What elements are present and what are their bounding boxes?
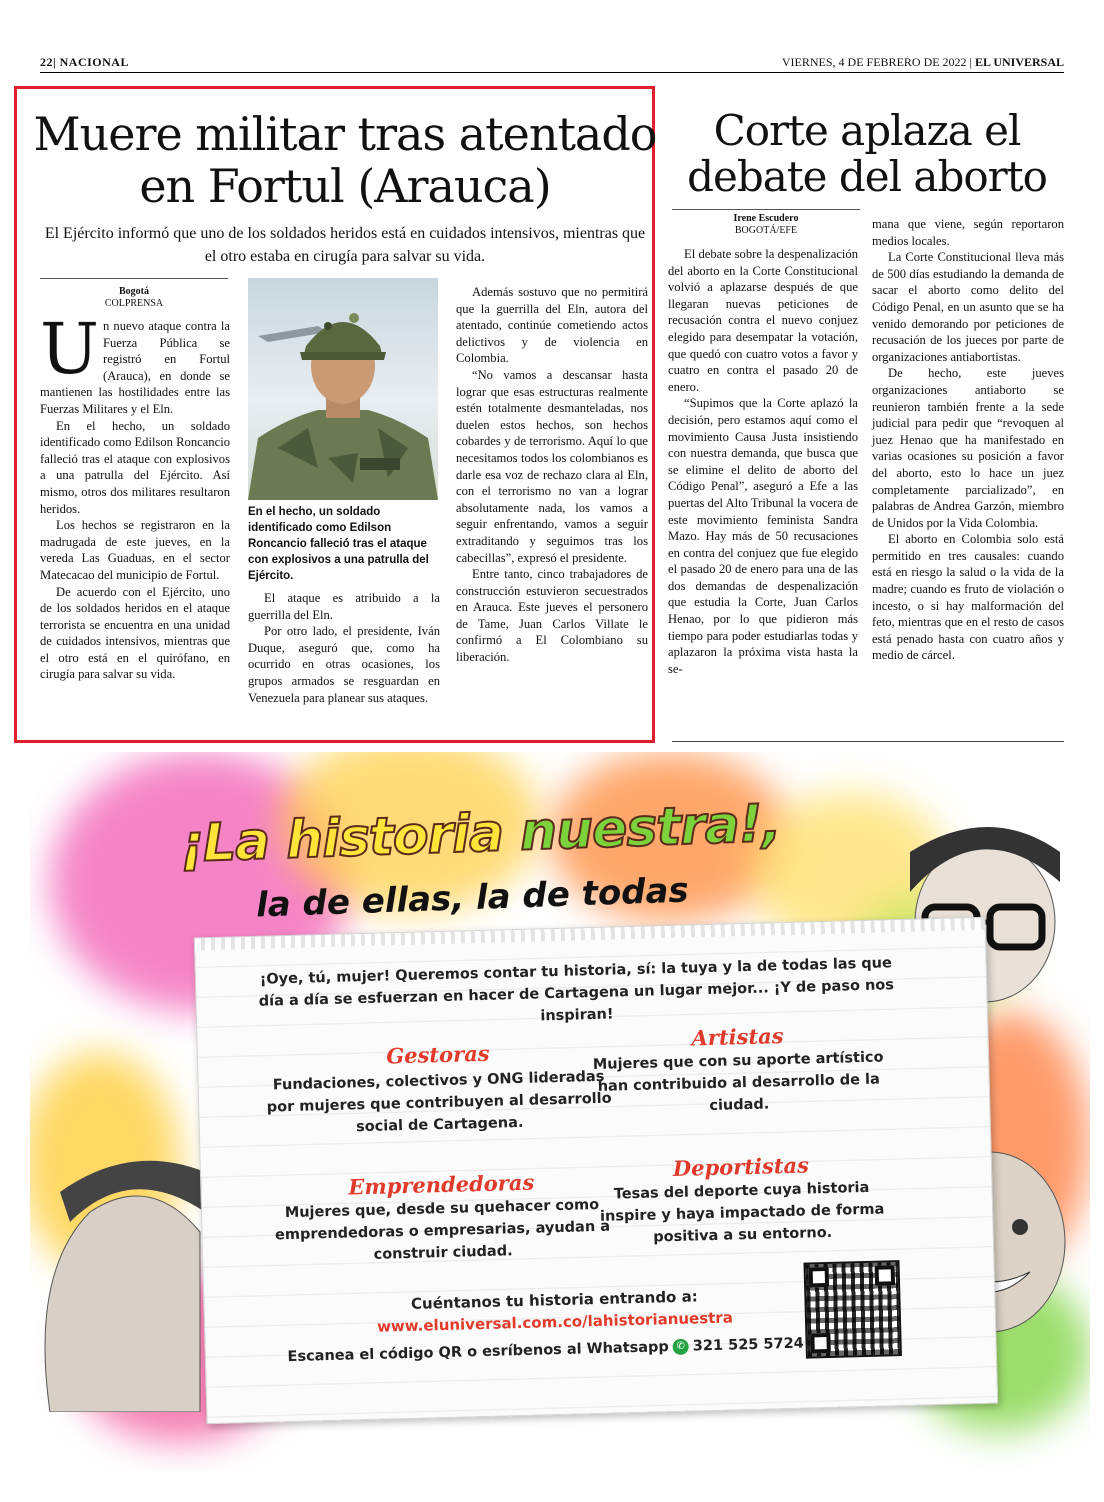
category-deportistas-title: Deportistas — [672, 1152, 810, 1181]
article1-paragraph: En el hecho, un soldado identificado como Edilson Roncancio falleció tras el ataque con explosivos a una patrulla del Ejército. Así mismo, otros dos militares resultaron heridos. — [40, 418, 230, 516]
article1-paragraph: Los hechos se registraron en la madrugada de este jueves, en la vereda Las Guaduas, en el sector Matecacao del municipio de Fortul. — [40, 518, 230, 582]
photo-caption: En el hecho, un soldado identificado como Edilson Roncancio falleció tras el ataque con explosivos a una patrulla del Ejército. — [248, 506, 429, 582]
byline-author: Irene Escudero — [733, 213, 799, 224]
article2-paragraph: “Supimos que la Corte aplazó la decisión, pero estamos aquí como el movimiento Causa Justa insistiendo con nuestra demanda, que busca que se elimine el delito de aborto del Código Penal”, aseguró a Efe a las puertas del Alto Tribunal la vocera de este movimiento feminista Sandra Mazo. Hay más de 50 recusaciones en contra del conjuez que fue elegido el pasado 20 de enero para una de las dos demandas de despenalización que estudia la Corte, Juan Carlos Henao, por lo que pidieron más tiempo para poder estudiarlas todas y aplazaron la próxima vista hasta la se- — [668, 396, 858, 676]
soldier-portrait-illustration — [248, 278, 438, 500]
article1-paragraph: El ataque es atribuido a la guerrilla del Eln. — [248, 591, 440, 622]
category-artistas-title: Artistas — [691, 1023, 784, 1051]
article2-paragraph: mana que viene, según reportaron medios locales. — [872, 217, 1064, 248]
article1-column-3 — [456, 284, 648, 666]
article1-byline — [40, 286, 228, 310]
category-deportistas-description: Tesas del deporte cuya historia inspire y haya impactado de forma positiva a su entorno. — [599, 1179, 885, 1246]
cta-text: Cuéntanos tu historia entrando a: — [410, 1287, 698, 1313]
article1-column-1 — [40, 308, 230, 683]
article1-subheadline: El Ejército informó que uno de los soldados heridos está en cuidados intensivos, mientras que el otro estaba en cirugía para salvar su vida. — [44, 225, 646, 265]
notebook-card — [194, 917, 998, 1425]
category-emprendedoras-description: Mujeres que, desde su quehacer como emprendedoras o empresarias, ayudan a construir ciudad. — [274, 1196, 611, 1263]
category-artistas-description: Mujeres que con su aporte artístico han contribuido al desarrollo de la ciudad. — [592, 1049, 884, 1115]
cta-url-link[interactable]: www.eluniversal.com.co/lahistorianuestra — [376, 1308, 734, 1336]
whatsapp-number: 321 525 5724 — [692, 1335, 804, 1355]
article2-column-2 — [872, 216, 1064, 664]
qr-finder-pattern — [809, 1267, 830, 1288]
article2-paragraph: De hecho, este jueves organizaciones antiaborto se reunieron también frente a la sede judicial para pedir que “revoquen al juez Henao que ha manifestado en varias ocasiones su posición a favor del aborto, esto lo hace un juez completamente parcializado”, en palabras de Andrea Garzón, miembro de Unidos por la Vida Colombia. — [872, 366, 1064, 530]
ad-headline-part: nuestra!, — [519, 793, 782, 863]
cta-contact-line — [265, 1332, 825, 1369]
article2-paragraph: La Corte Constitucional lleva más de 500 días estudiando la demanda de sacar el aborto como delito del Código Penal, en un asunto que se ha venido demorando por peticiones de recusación de los jueces por parte de organizaciones antiabortistas. — [872, 250, 1064, 364]
paragraph-text: n nuevo ataque contra la Fuerza Pública se registró en Fortul (Arauca), en donde se mantienen las hostilidades entre las Fuerzas Militares y el Eln. — [40, 319, 230, 416]
whatsapp-icon: ✆ — [673, 1339, 689, 1355]
article1-paragraph: De acuerdo con el Ejército, uno de los soldados heridos en el ataque terrorista se encuentra en una unidad de cuidados intensivos, mientras que el otro está en el quirófano, en cirugía para salvar su vida. — [40, 584, 230, 682]
ad-subheadline: la de ellas, la de todas — [255, 870, 690, 926]
byline-agency: BOGOTÁ/EFE — [734, 225, 798, 236]
article2-byline — [672, 213, 860, 237]
page-section-label: 22| NACIONAL — [40, 55, 129, 69]
article1-paragraph: Entre tanto, cinco trabajadores de construcción estuvieron secuestrados en Arauca. Este jueves el personero de Tame, Juan Carlos Villate le confirmó a El Colombiano su liberación. — [456, 567, 648, 665]
byline-city: Bogotá — [119, 286, 149, 297]
category-gestoras-title: Gestoras — [385, 1040, 490, 1069]
article1-paragraph: Por otro lado, el presidente, Iván Duque, aseguró que, como ha ocurrido en otras ocasiones, los grupos armados se resguardan en Venezuela para planear sus ataques. — [248, 624, 440, 705]
page-date-line — [782, 55, 1064, 70]
category-gestoras-description: Fundaciones, colectivos y ONG lideradas por mujeres que contribuyen al desarrollo social de Cartagena. — [266, 1068, 612, 1136]
ad-intro-text: ¡Oye, tú, mujer! Queremos contar tu historia, sí: la tuya y la de todas las que día a día se esfuerzan en hacer de Cartagena un lugar mejor... ¡Y de paso nos inspiran! — [258, 955, 895, 1025]
article1-paragraph: “No vamos a descansar hasta lograr que esas estructuras realmente estén totalmente desmanteladas, nos duelen estos hechos, son hechos cobardes y de terrorismo. Aquí lo que necesitamos todos los colombianos es darle esa voz de rechazo clara al Eln, con el terrorismo no van a lograr absolutamente nada, los vamos a seguir enfrentando, vamos a seguir extraditando y seguimos tras los cabecillas”, expresó el presidente. — [456, 367, 648, 565]
qr-finder-pattern — [810, 1333, 831, 1354]
date-label: VIERNES, 4 DE FEBRERO DE 2022 | — [781, 55, 972, 69]
dropcap: U — [40, 308, 99, 390]
article1-paragraph: Además sostuvo que no permitirá que la guerrilla del Eln, autora del atentado, continúe cometiendo actos delictivos y de violencia en Colombia. — [456, 285, 648, 366]
qr-finder-pattern — [875, 1265, 896, 1286]
newspaper-name: EL UNIVERSAL — [974, 55, 1064, 69]
article2-paragraph: El debate sobre la despenalización del aborto en la Corte Constitucional volvió a aplazarse después de que llegaran nuevas peticiones de recusación contra el nuevo conjuez elegido para desempatar la votación, que quedó con cuatro votos a favor y cuatro en contra el pasado 20 de enero. — [668, 247, 858, 394]
article1-byline-rule — [40, 278, 228, 279]
article2-bottom-rule — [672, 741, 1064, 742]
article2-byline-rule — [672, 209, 860, 210]
soldier-photo — [248, 278, 438, 500]
category-emprendedoras-title: Emprendedoras — [348, 1169, 535, 1200]
article1-column-2 — [248, 590, 440, 706]
woman-profile-illustration — [30, 1152, 210, 1412]
article2-column-1 — [668, 246, 858, 677]
advertisement — [30, 752, 1090, 1472]
article2-paragraph: El aborto en Colombia solo está permitido en tres causales: cuando está en riesgo la salud o la vida de la madre; cuando es fruto de violación o incesto, o si hay malformación del feto, mientras que en el resto de casos está penado hasta con cuatro años y medio de cárcel. — [872, 532, 1064, 663]
qr-code[interactable] — [803, 1260, 901, 1358]
cta-contact-text: Escanea el código QR o esríbenos al Whatsapp — [287, 1339, 670, 1366]
ad-headline-part: ¡La historia — [179, 802, 522, 875]
article1-paragraph — [40, 308, 230, 418]
header-rule — [40, 72, 1064, 73]
byline-agency: COLPRENSA — [104, 298, 164, 309]
article1-headline: Muere militar tras atentado en Fortul (Arauca) — [33, 107, 657, 213]
article2-headline: Corte aplaza el debate del aborto — [687, 106, 1047, 201]
